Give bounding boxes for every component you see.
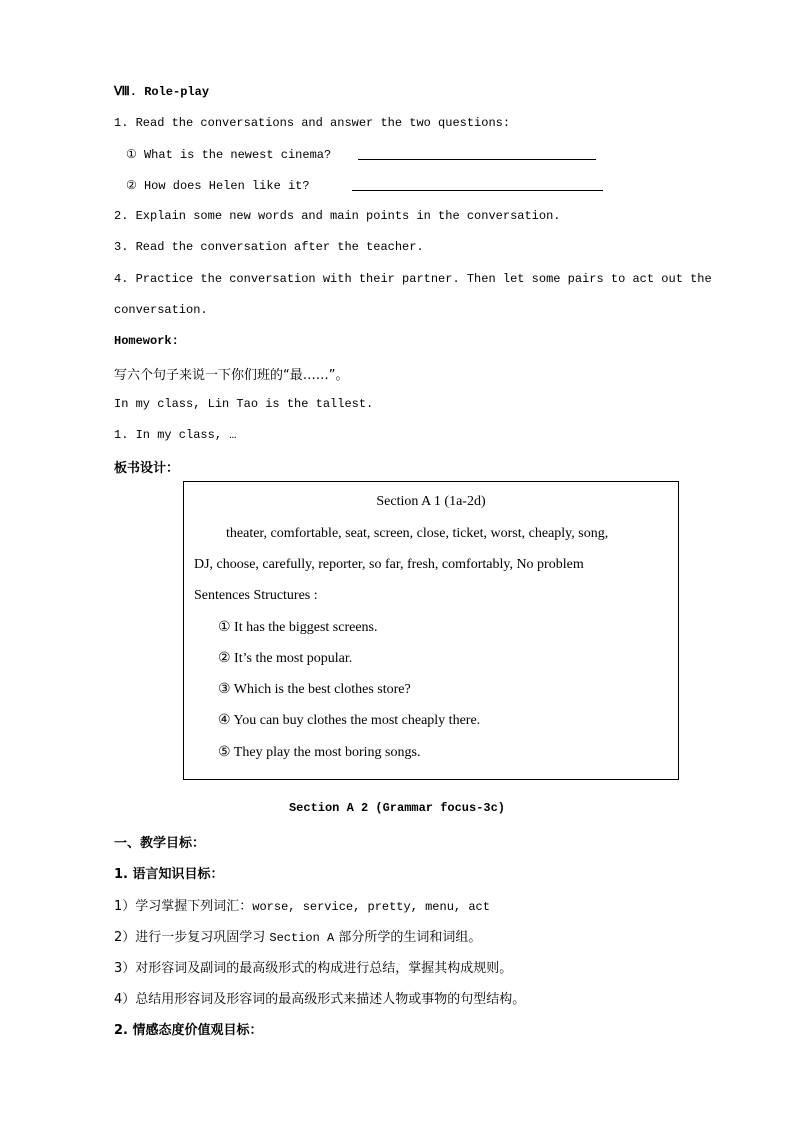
board-sentence: ④ You can buy clothes the most cheaply there.	[218, 713, 481, 728]
roleplay-heading: Ⅷ. Role-play	[114, 85, 210, 99]
board-sentence: ③ Which is the best clothes store?	[218, 682, 411, 697]
board-sentence: ② It’s the most popular.	[218, 651, 353, 666]
board-words-line-2: DJ, choose, carefully, reporter, so far, fresh, comfortably, No problem	[194, 557, 584, 572]
answer-blank-1	[358, 147, 596, 160]
roleplay-step-4-line-2: conversation.	[114, 303, 208, 317]
knowledge-goal-2	[114, 926, 481, 946]
roleplay-step-2: 2. Explain some new words and main points in the conversation.	[114, 209, 561, 223]
question-1-text: ① What is the newest cinema?	[126, 148, 332, 162]
knowledge-goal-2-section: Section A	[269, 931, 335, 945]
board-design-box	[183, 481, 679, 780]
knowledge-goals-heading: 1. 语言知识目标：	[114, 867, 224, 882]
board-title: Section A 1 (1a-2d)	[376, 494, 486, 509]
knowledge-goal-2-suffix: 部分所学的生词和词组。	[334, 930, 482, 945]
knowledge-goal-3: 3）对形容词及副词的最高级形式的构成进行总结，掌握其构成规则。	[114, 961, 513, 976]
board-words-line-1: theater, comfortable, seat, screen, close, ticket, worst, cheaply, song,	[226, 526, 609, 541]
board-structures-label: Sentences Structures :	[194, 588, 318, 603]
knowledge-goal-4: 4）总结用形容词及形容词的最高级形式来描述人物或事物的句型结构。	[114, 992, 526, 1007]
homework-heading: Homework:	[114, 334, 179, 348]
question-1	[126, 147, 331, 162]
answer-blank-2	[352, 178, 603, 191]
knowledge-goal-1-prefix: 1）学习掌握下列词汇：	[114, 899, 253, 914]
roleplay-step-4-line-1: 4. Practice the conversation with their partner. Then let some pairs to act out the	[114, 272, 712, 286]
roleplay-step-1: 1. Read the conversations and answer the two questions:	[114, 116, 511, 130]
knowledge-goal-1	[114, 895, 490, 915]
knowledge-goal-1-words: worse, service, pretty, menu, act	[252, 900, 490, 914]
board-design-heading: 板书设计：	[114, 461, 180, 476]
question-2-text: ② How does Helen like it?	[126, 179, 310, 193]
homework-example: In my class, Lin Tao is the tallest.	[114, 397, 374, 411]
homework-instruction: 写六个句子来说一下你们班的“最……”。	[114, 368, 349, 383]
roleplay-step-3: 3. Read the conversation after the teacher.	[114, 240, 424, 254]
question-2	[126, 178, 310, 193]
teaching-goals-heading: 一、教学目标：	[114, 836, 206, 851]
section-2-title: Section A 2 (Grammar focus-3c)	[288, 801, 506, 815]
homework-item-1: 1. In my class, …	[114, 428, 237, 442]
board-sentence: ① It has the biggest screens.	[218, 620, 378, 635]
attitude-goals-heading: 2. 情感态度价值观目标：	[114, 1023, 263, 1038]
board-sentence: ⑤ They play the most boring songs.	[218, 745, 421, 760]
knowledge-goal-2-prefix: 2）进行一步复习巩固学习	[114, 930, 270, 945]
